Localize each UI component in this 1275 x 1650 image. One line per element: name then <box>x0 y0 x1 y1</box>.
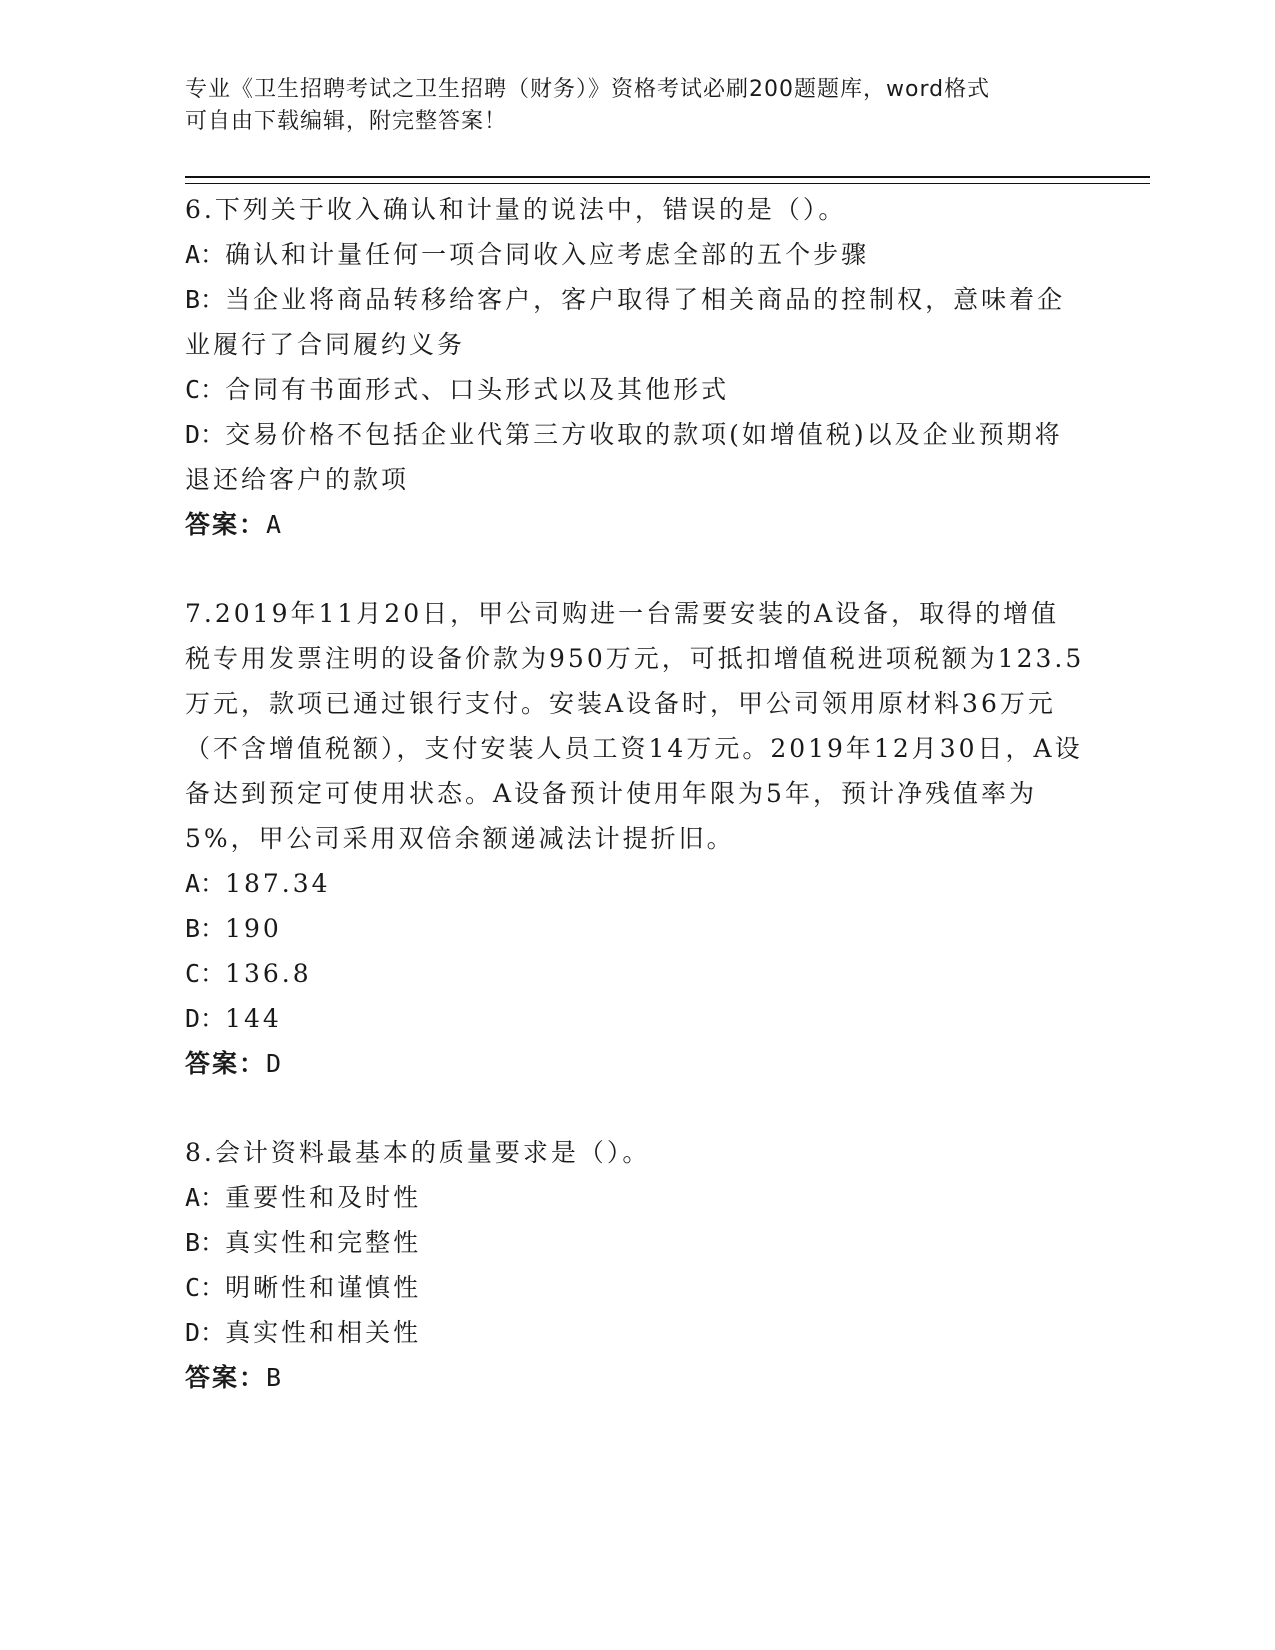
option-a <box>185 232 1085 277</box>
question-7 <box>185 591 1085 1086</box>
option-c <box>185 367 1085 412</box>
answer-value: D <box>266 1049 284 1078</box>
option-c <box>185 1265 1085 1310</box>
option-d <box>185 412 1085 502</box>
option-text: 136.8 <box>225 959 312 988</box>
option-d <box>185 1310 1085 1355</box>
option-b <box>185 1220 1085 1265</box>
option-key: C： <box>185 1273 226 1302</box>
answer-line <box>185 502 1085 547</box>
question-stem: 8.会计资料最基本的质量要求是（）。 <box>185 1138 651 1167</box>
answer-line <box>185 1355 1085 1400</box>
question-8 <box>185 1130 1085 1400</box>
option-key: C： <box>185 959 226 988</box>
option-a <box>185 861 1085 906</box>
answer-label: 答案： <box>185 510 267 539</box>
answer-value: B <box>266 1363 284 1392</box>
option-key: A： <box>185 1183 226 1212</box>
header-line-1: 专业《卫生招聘考试之卫生招聘（财务）》资格考试必刷200题题库，word格式 <box>185 77 991 102</box>
answer-value: A <box>266 510 284 539</box>
option-key: A： <box>185 869 226 898</box>
option-text: 144 <box>225 1004 282 1033</box>
option-c <box>185 951 1085 996</box>
option-text: 190 <box>225 914 282 943</box>
option-d <box>185 996 1085 1041</box>
page-header <box>185 74 1065 138</box>
question-list <box>185 187 1085 1400</box>
answer-label: 答案： <box>185 1049 267 1078</box>
option-b <box>185 906 1085 951</box>
option-key: A： <box>185 240 226 269</box>
option-key: B： <box>185 1228 226 1257</box>
option-text: 重要性和及时性 <box>225 1183 422 1212</box>
answer-label: 答案： <box>185 1363 267 1392</box>
option-text: 明晰性和谨慎性 <box>225 1273 422 1302</box>
option-key: C： <box>185 375 226 404</box>
header-divider <box>185 176 1150 184</box>
option-key: B： <box>185 285 226 314</box>
option-b <box>185 277 1085 367</box>
option-key: B： <box>185 914 226 943</box>
option-text: 真实性和相关性 <box>225 1318 422 1347</box>
question-stem: 7.2019年11月20日，甲公司购进一台需要安装的A设备，取得的增值税专用发票注明的设备价款为950万元，可抵扣增值税进项税额为123.5万元，款项已通过银行支付。安装A设备时，甲公司领用原材料36万元（不含增值税额），支付安装人员工资14万元。2019年12月30日，A设备达到预定可使用状态。A设备预计使用年限为5年，预计净残值率为5%，甲公司采用双倍余额递减法计提折旧。 <box>185 599 1085 853</box>
option-key: D： <box>185 1004 226 1033</box>
option-text: 当企业将商品转移给客户，客户取得了相关商品的控制权，意味着企业履行了合同履约义务 <box>185 285 1066 359</box>
question-stem: 6.下列关于收入确认和计量的说法中，错误的是（）。 <box>185 195 847 224</box>
header-line-2: 可自由下载编辑，附完整答案！ <box>185 109 508 134</box>
option-text: 187.34 <box>225 869 331 898</box>
option-text: 确认和计量任何一项合同收入应考虑全部的五个步骤 <box>225 240 870 269</box>
option-text: 交易价格不包括企业代第三方收取的款项(如增值税)以及企业预期将退还给客户的款项 <box>185 420 1063 494</box>
option-text: 合同有书面形式、口头形式以及其他形式 <box>225 375 730 404</box>
option-key: D： <box>185 1318 226 1347</box>
answer-line <box>185 1041 1085 1086</box>
option-a <box>185 1175 1085 1220</box>
question-6 <box>185 187 1085 547</box>
option-text: 真实性和完整性 <box>225 1228 422 1257</box>
option-key: D： <box>185 420 226 449</box>
